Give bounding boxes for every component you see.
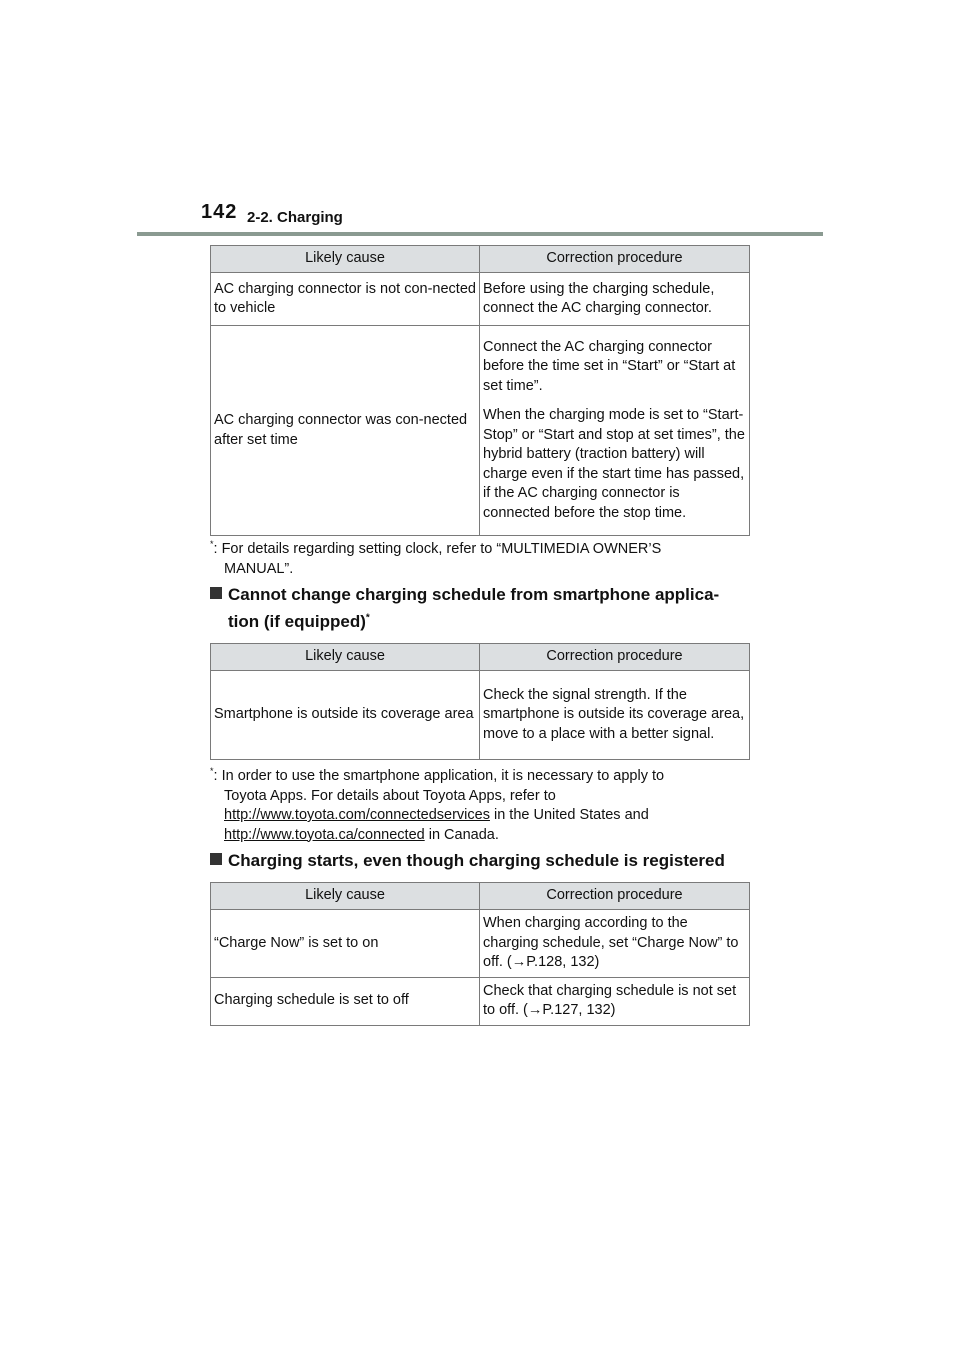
table-row [211,977,750,1025]
fix-text: When the charging mode is set to “Start-Stop” or “Start and stop at set times”, the hybrid battery (traction battery) will charge even if the start time has passed, if the AC charging connector is connected before the stop time. [483,407,745,521]
heading-text: Cannot change charging schedule from smartphone applica- [228,585,720,604]
table-header-row [211,246,750,273]
fix-text: When charging according to the charging schedule, set “Charge Now” to off. (→P.128, 132) [483,915,739,970]
cause-cell: AC charging connector was con-nected after set time [211,326,480,536]
fix-text: Check the signal strength. If the smartphone is outside its coverage area, move to a place with a better signal. [483,686,745,742]
cause-cell: “Charge Now” is set to on [211,910,480,978]
fix-cell [480,910,750,978]
footnote-clock [210,540,750,579]
table-row [211,273,750,326]
fix-text: Connect the AC charging connector before the time set in “Start” or “Start at set time”. [483,338,736,394]
footnote-text: in Canada. [424,826,499,843]
heading-text: Charging starts, even though charging schedule is registered [228,851,725,870]
footnote-mark: * [210,539,214,550]
footnote-text: MANUAL”. [224,560,294,577]
footnote-text: : In order to use the smartphone application, it is necessary to apply to [213,768,665,784]
footnote-mark: * [210,766,214,777]
table-smartphone-causes [210,643,750,760]
table-row [211,910,750,978]
footnote-toyota-apps [210,767,750,845]
table-header-row [211,644,750,671]
fix-cell [480,326,750,536]
cause-cell: Charging schedule is set to off [211,977,480,1025]
table-row [211,671,750,760]
heading-charging-starts [210,847,725,874]
footnote-text: in the United States and [489,807,649,823]
footnote-mark: * [365,612,370,624]
table-charge-now-causes [210,882,750,1026]
footnote-text: : For details regarding setting clock, refer to “MULTIMEDIA OWNER’S [213,541,662,557]
column-header-correction: Correction procedure [480,246,750,273]
column-header-likely-cause: Likely cause [211,246,480,273]
table-connector-causes [210,245,750,536]
column-header-correction: Correction procedure [480,883,750,910]
cause-cell: AC charging connector is not con-nected to vehicle [211,273,480,326]
fix-cell [480,977,750,1025]
fix-cell [480,671,750,760]
footnote-text: Toyota Apps. For details about Toyota Apps, refer to [224,787,556,804]
header-divider [137,232,823,236]
cause-cell: Smartphone is outside its coverage area [211,671,480,760]
table-header-row [211,883,750,910]
bullet-square-icon [210,587,222,599]
link-toyota-ca-connected[interactable]: http://www.toyota.ca/connected [224,826,425,843]
section-title: 2-2. Charging [247,209,343,226]
column-header-likely-cause: Likely cause [211,644,480,671]
heading-text: tion (if equipped) [228,612,366,631]
column-header-likely-cause: Likely cause [211,883,480,910]
fix-cell [480,273,750,326]
link-connectedservices[interactable]: http://www.toyota.com/connectedservices [224,807,490,823]
table-row [211,326,750,536]
page-number: 142 [201,201,238,223]
fix-text: Before using the charging schedule, connect the AC charging connector. [483,280,715,316]
column-header-correction: Correction procedure [480,644,750,671]
fix-text: Check that charging schedule is not set to off. (→P.127, 132) [483,982,737,1018]
heading-smartphone-app [210,581,719,635]
bullet-square-icon [210,853,222,865]
